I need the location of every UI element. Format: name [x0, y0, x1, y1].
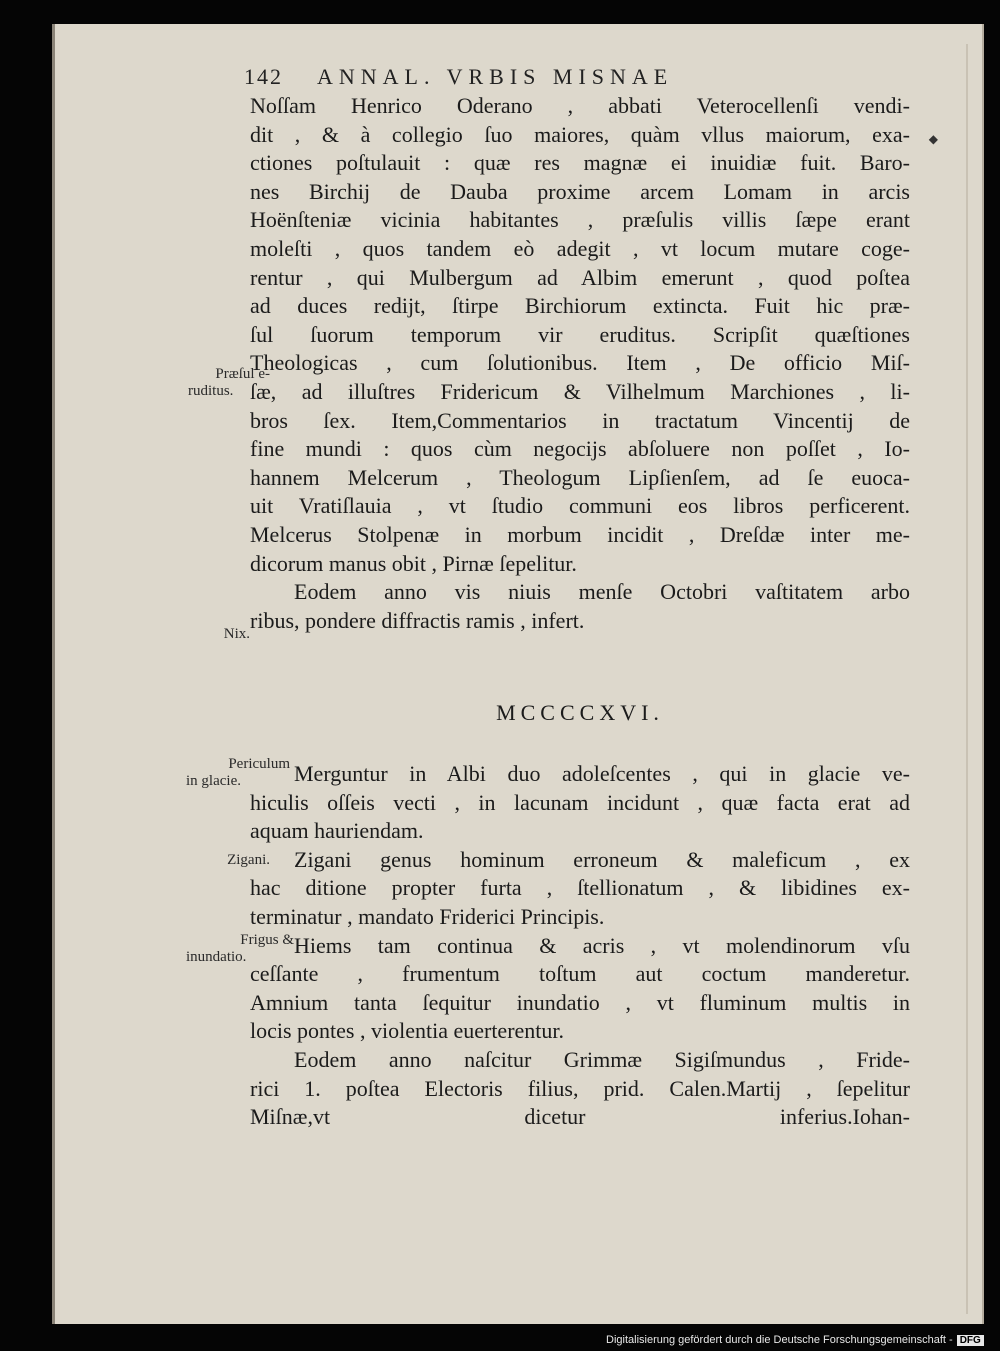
text-line: hannem Melcerum , Theologum Lipſienſem, ad ſe euoca- [250, 464, 910, 490]
margin-note-frigus: Frigus & inundatio. [186, 932, 294, 965]
text-line: Amnium tanta ſequitur inundatio , vt fluminum multis in [250, 989, 910, 1015]
text-line: uit Vratiſlauia , vt ſtudio communi eos libros perficerent. [250, 493, 910, 519]
text-line: Eodem anno vis niuis menſe Octobri vaſtitatem arbo [294, 579, 910, 605]
text-line: Hoënſteniæ vicinia habitantes , præſulis villis ſæpe erant [250, 207, 910, 233]
text-line: rici 1. poſtea Electoris filius, prid. Calen.Martij , ſepelitur [250, 1075, 910, 1101]
text-line: Hiems tam continua & acris , vt molendinorum vſu [294, 932, 910, 958]
text-line: Melcerus Stolpenæ in morbum incidit , Dreſdæ inter me- [250, 521, 910, 547]
text-line: ctiones poſtulauit : quæ res magnæ ei inuidiæ fuit. Baro- [250, 150, 910, 176]
text-line: Zigani genus hominum erroneum & maleficum , ex [294, 846, 910, 872]
text-line: hiculis oſſeis vecti , in lacunam incidunt , quæ facta erat ad [250, 789, 910, 815]
text-line: ad duces redijt, ſtirpe Birchiorum extincta. Fuit hic præ- [250, 293, 910, 319]
margin-note-nix: Nix. [223, 626, 250, 642]
digitization-footer [606, 1334, 984, 1346]
text-line: nes Birchij de Dauba proxime arcem Lomam in arcis [250, 178, 910, 204]
text-line: terminatur , mandato Friderici Principis. [250, 903, 605, 929]
text-line [250, 1103, 910, 1132]
text-line: fine mundi : quos cùm negocijs abſoluere non poſſet , Io- [250, 436, 910, 462]
text-line: Theologicas , cum ſolutionibus. Item , De officio Miſ- [250, 350, 910, 376]
page-number: 142 [244, 64, 283, 89]
year-heading: MCCCCXVI. [496, 700, 664, 725]
text-line: ribus, pondere diffractis ramis , infert. [250, 607, 585, 633]
margin-note-praesul: Præſul e- ruditus. [188, 366, 270, 399]
text-line: dit , & à collegio ſuo maiores, quàm vllus maiorum, exa- [250, 121, 910, 147]
text-line: rentur , qui Mulbergum ad Albim emerunt , quod poſtea [250, 264, 910, 290]
text-line: locis pontes , violentia euerterentur. [250, 1018, 565, 1044]
running-title: ANNAL. VRBIS MISNAE [317, 64, 674, 89]
page-gutter-shade [966, 44, 968, 1314]
margin-note-periculum: Periculum in glacie. [186, 756, 290, 789]
running-header [244, 64, 673, 90]
text-line: dicorum manus obit , Pirnæ ſepelitur. [250, 550, 577, 576]
text-line: hac ditione propter furta , ſtellionatum , & libidines ex- [250, 875, 910, 901]
text-line: ceſſante , frumentum toſtum aut coctum manderetur. [250, 961, 910, 987]
text-line: aquam hauriendam. [250, 818, 424, 844]
catchword: Iohan- [852, 1104, 910, 1130]
text-line-end: Miſnæ,vt dicetur inferius. [250, 1104, 853, 1130]
dfg-logo: DFG [957, 1335, 984, 1346]
text-line: moleſti , quos tandem eò adegit , vt locum mutare coge- [250, 235, 910, 261]
text-line: Eodem anno naſcitur Grimmæ Sigiſmundus , Fride- [294, 1046, 910, 1072]
text-line: Merguntur in Albi duo adoleſcentes , qui in glacie ve- [294, 761, 910, 786]
footer-text: Digitalisierung gefördert durch die Deutsche Forschungsgemeinschaft - [606, 1334, 953, 1346]
ink-mark-icon: ◆ [928, 132, 938, 146]
paragraphs-1416 [250, 760, 910, 1132]
paragraph-1 [250, 92, 910, 635]
text-line: ſul ſuorum temporum vir eruditus. Scripſit quæſtiones [250, 321, 910, 347]
text-line: Noſſam Henrico Oderano , abbati Veterocellenſi vendi- [250, 93, 910, 118]
margin-note-zigani: Zigani. [227, 852, 270, 868]
text-line: ſæ, ad illuſtres Fridericum & Vilhelmum Marchiones , li- [250, 378, 910, 404]
text-line: bros ſex. Item,Commentarios in tractatum Vincentij de [250, 407, 910, 433]
